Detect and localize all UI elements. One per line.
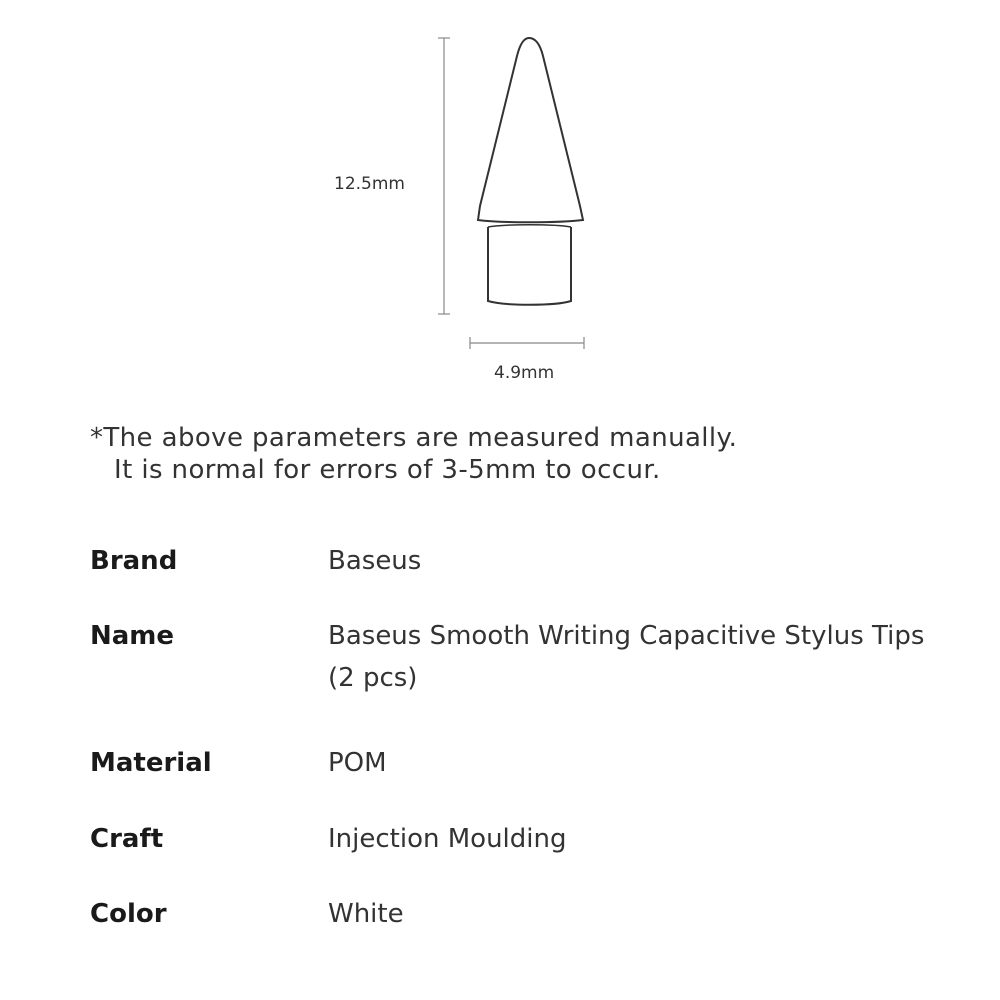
tip-shaft-top-edge: [488, 225, 571, 227]
height-dimension-line: [438, 38, 450, 314]
spec-key-craft: Craft: [90, 824, 164, 854]
spec-key-brand: Brand: [90, 546, 178, 576]
height-dimension-label: 12.5mm: [334, 174, 405, 194]
width-dimension-line: [470, 337, 584, 349]
tip-cone-shape: [478, 38, 583, 222]
stylus-tip-diagram: [0, 0, 1000, 400]
spec-key-material: Material: [90, 748, 212, 778]
spec-key-color: Color: [90, 899, 167, 929]
width-dimension-label: 4.9mm: [494, 363, 555, 383]
spec-value-brand: Baseus: [328, 546, 422, 576]
stylus-tip-drawing: [0, 0, 1000, 400]
tip-shaft-shape: [488, 227, 571, 305]
measurement-disclaimer: [90, 422, 950, 486]
spec-value-name: Baseus Smooth Writing Capacitive Stylus Tips (2 pcs): [328, 621, 925, 693]
spec-value-craft: Injection Moulding: [328, 824, 567, 854]
spec-value-color: White: [328, 899, 404, 929]
spec-value-material: POM: [328, 748, 387, 778]
disclaimer-line-2: It is normal for errors of 3-5mm to occur.: [114, 455, 661, 485]
disclaimer-line-1: *The above parameters are measured manually.: [90, 423, 738, 453]
spec-key-name: Name: [90, 621, 175, 651]
